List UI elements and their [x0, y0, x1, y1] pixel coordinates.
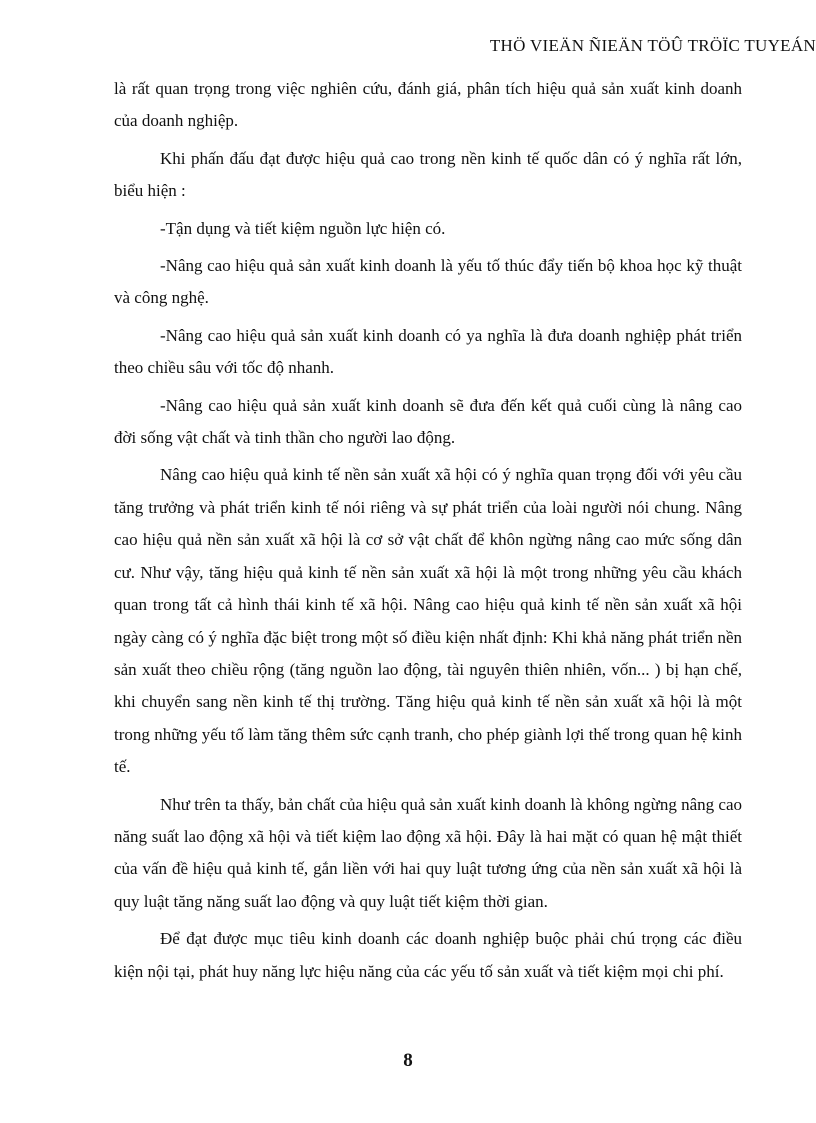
paragraph-1: là rất quan trọng trong việc nghiên cứu, đánh giá, phân tích hiệu quả sản xuất kinh doanh của doanh nghiệp. — [114, 79, 742, 131]
paragraph-6: -Nâng cao hiệu quả sản xuất kinh doanh sẽ đưa đến kết quả cuối cùng là nâng cao đời sống vật chất và tinh thần cho người lao động. — [114, 395, 742, 448]
paragraph-5: -Nâng cao hiệu quả sản xuất kinh doanh có ya nghĩa là đưa doanh nghiệp phát triển theo chiều sâu với tốc độ nhanh. — [114, 325, 742, 378]
page-body — [114, 73, 742, 993]
paragraph-2: Khi phấn đấu đạt được hiệu quả cao trong nền kinh tế quốc dân có ý nghĩa rất lớn, biểu hiện : — [114, 148, 742, 201]
page-number: 8 — [403, 1050, 413, 1071]
paragraph-9: Để đạt được mục tiêu kinh doanh các doanh nghiệp buộc phải chú trọng các điều kiện nội tại, phát huy năng lực hiệu năng của các yếu tố sản xuất và tiết kiệm mọi chi phí. — [114, 929, 742, 981]
running-header: THÖ VIEÄN ÑIEÄN TÖÛ TRÖÏC TUYEÁN — [489, 36, 816, 55]
paragraph-4: -Nâng cao hiệu quả sản xuất kinh doanh là yếu tố thúc đẩy tiến bộ khoa học kỹ thuật và công nghệ. — [114, 256, 742, 308]
paragraph-8: Như trên ta thấy, bản chất của hiệu quả sản xuất kinh doanh là không ngừng nâng cao năng suất lao động xã hội và tiết kiệm lao động xã hội. Đây là hai mặt có quan hệ mật thiết của vấn đề hiệu quả kinh tế, gắn liền với hai quy luật tương ứng của nền sản xuất xã hội là quy luật tăng năng suất lao động và quy luật tiết kiệm thời gian. — [114, 794, 742, 911]
paragraph-7: Nâng cao hiệu quả kinh tế nền sản xuất xã hội có ý nghĩa quan trọng đối với yêu cầu tăng trưởng và phát triển kinh tế nói riêng và sự phát triển của loài người nói chung. Nâng cao hiệu quả nền sản xuất xã hội là cơ sở vật chất để khôn ngừng nâng cao mức sống dân cư. Như vậy, tăng hiệu quả kinh tế nền sản xuất xã hội là một trong những yêu cầu khách quan trong tất cả hình thái kinh tế xã hội. Nâng cao hiệu quả kinh tế nền sản xuất xã hội ngày càng có ý nghĩa đặc biệt trong một số điều kiện nhất định: Khi khả năng phát triển nền sản xuất theo chiều rộng (tăng nguồn lao động, tài nguyên thiên nhiên, vốn... ) bị hạn chế, khi chuyển sang nền kinh tế thị trường. Tăng hiệu quả kinh tế nền sản xuất xã hội là một trong những yếu tố làm tăng thêm sức cạnh tranh, cho phép giành lợi thế trong quan hệ kinh tế. — [114, 465, 742, 777]
paragraph-3: -Tận dụng và tiết kiệm nguồn lực hiện có. — [160, 218, 446, 238]
